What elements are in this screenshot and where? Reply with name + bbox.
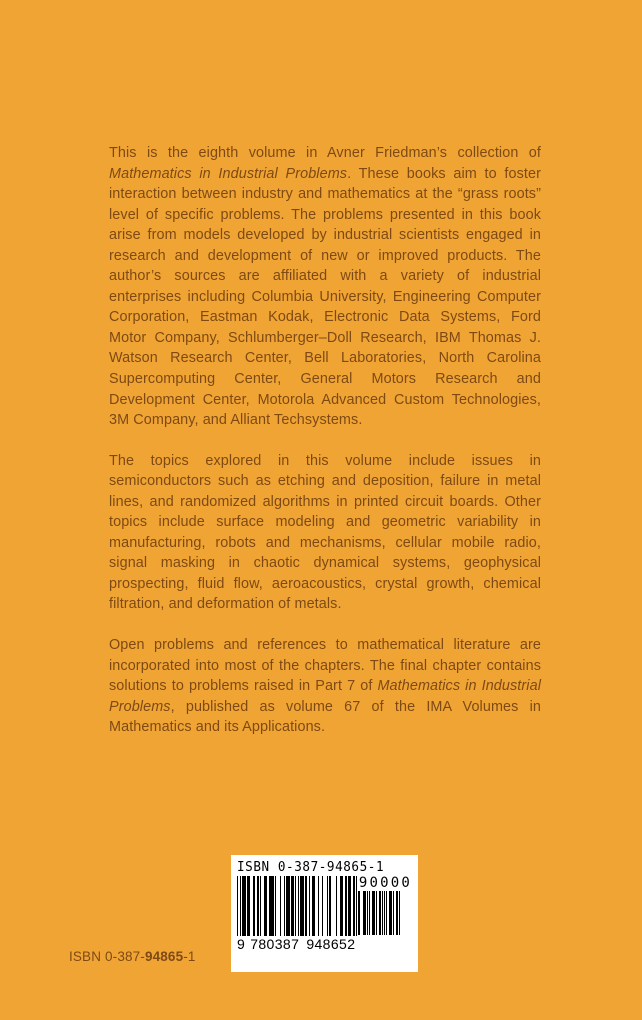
isbn-bottom-bold: 94865: [144, 949, 184, 964]
paragraph-3-run-1-italic-title: Mathematics in Industrial Problems: [109, 678, 541, 715]
blurb-paragraph-1: [109, 143, 541, 431]
ean-lead-digit: 9: [237, 936, 246, 952]
isbn-bottom-suffix: -1: [183, 949, 196, 964]
barcode-bars-wrapper: [237, 876, 412, 936]
isbn-bottom-prefix: ISBN 0-387-: [69, 949, 145, 964]
blurb-paragraph-3: [109, 635, 541, 738]
barcode-bars-addon5: [356, 891, 412, 935]
paragraph-3-run-0: Open problems and references to mathematical literature are incorporated into most of the chapters. The final chapter contains solutions to problems raised in Part 7 of: [109, 637, 541, 695]
ean-group-2: 948652: [306, 936, 356, 952]
isbn-barcode: [231, 855, 418, 972]
paragraph-3-run-2: , published as volume 67 of the IMA Volumes in Mathematics and its Applications.: [109, 698, 541, 736]
barcode-isbn-caption: ISBN 0-387-94865-1: [237, 860, 385, 875]
blurb-text-block: [109, 143, 541, 738]
barcode-addon-digits: 90000: [358, 875, 412, 891]
paragraph-1-run-1-italic-title: Mathematics in Industrial Problems: [109, 165, 348, 182]
paragraph-2-run-0: The topics explored in this volume include issues in semiconductors such as etching and deposition, failure in metal lines, and randomized algorithms in printed circuit boards. Other topics include surface modeling and geometric variability in manufacturing, robots and mechanisms, cellular mobile radio, signal masking in chaotic dynamical systems, geophysical prospecting, fluid flow, aeroacoustics, crystal growth, chemical filtration, and deformation of metals.: [109, 452, 541, 613]
barcode-addon-group: [356, 876, 412, 935]
isbn-bottom-left: [69, 949, 196, 964]
ean-group-1: 780387: [250, 936, 300, 952]
paragraph-1-run-2: . These books aim to foster interaction between industry and mathematics at the “grass roots” level of specific problems. The problems presented in this book arise from models developed by industrial scientists engaged in research and development of new or improved products. The author’s sources are affiliated with a variety of industrial enterprises including Columbia University, Engineering Computer Corporation, Eastman Kodak, Electronic Data Systems, Ford Motor Company, Schlumberger–Doll Research, IBM Thomas J. Watson Research Center, Bell Laboratories, North Carolina Supercomputing Center, General Motors Research and Development Center, Motorola Advanced Custom Technologies, 3M Company, and Alliant Techsystems.: [109, 165, 541, 429]
barcode-ean-digits: [237, 937, 412, 951]
paragraph-1-run-0: This is the eighth volume in Avner Friedman’s collection of: [109, 145, 541, 161]
blurb-paragraph-2: [109, 451, 541, 615]
